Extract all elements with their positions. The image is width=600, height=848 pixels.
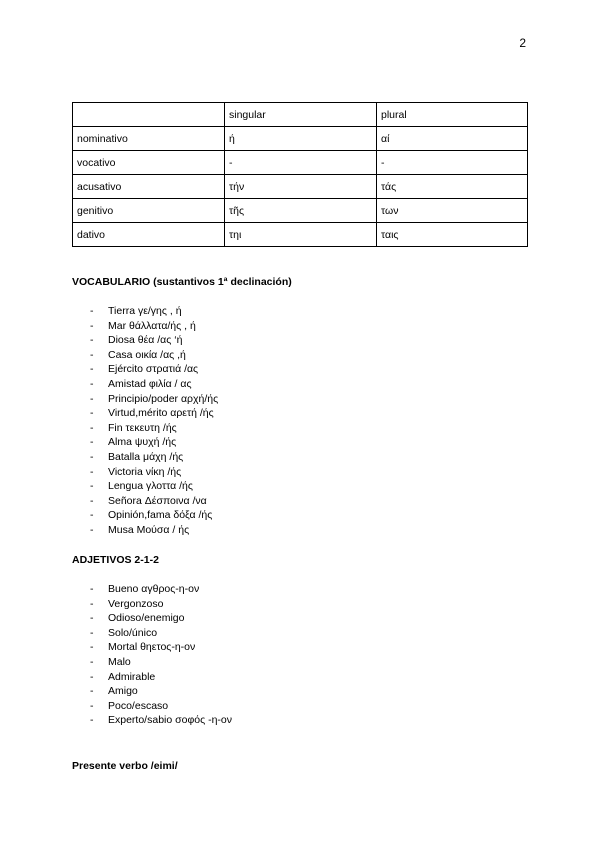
list-dash: - [90, 334, 94, 347]
list-item-text: Amistad φιλία / ας [108, 377, 192, 390]
table-cell: τάς [377, 175, 528, 199]
page-number: 2 [519, 36, 526, 50]
list-dash: - [90, 612, 94, 625]
list-item-text: Odioso/enemigo [108, 612, 185, 625]
list-item [90, 494, 218, 509]
list-item-text: Victoria νίκη /ής [108, 465, 182, 478]
list-item-text: Alma ψυχή /ής [108, 436, 177, 449]
list-dash: - [90, 583, 94, 595]
table-cell: των [377, 199, 528, 223]
list-item-text: Solo/único [108, 626, 158, 639]
table-row [73, 199, 528, 223]
list-item [90, 421, 218, 436]
list-item-text: Opinión,fama δόξα /ής [108, 509, 213, 522]
table-cell: αί [377, 127, 528, 151]
list-dash: - [90, 450, 94, 463]
list-item-text: Musa Μούσα / ής [108, 523, 190, 536]
vocabulario-heading: VOCABULARIO (sustantivos 1ª declinación) [72, 276, 292, 288]
table-row [73, 151, 528, 175]
list-item [90, 670, 232, 685]
table-cell: genitivo [73, 199, 225, 223]
table-cell: - [377, 151, 528, 175]
list-item-text: Señora Δέσποινα /να [108, 494, 207, 507]
list-item-text: Principio/poder αρχή/ής [108, 392, 219, 405]
declension-table [72, 102, 528, 247]
table-cell: nominativo [73, 127, 225, 151]
list-item [90, 523, 218, 538]
list-item-text: Virtud,mérito αρετή /ής [108, 407, 214, 420]
table-cell: acusativo [73, 175, 225, 199]
list-item-text: Mar θάλλατα/ής , ή [108, 319, 196, 332]
list-item [90, 465, 218, 480]
list-item-text: Admirable [108, 670, 156, 683]
list-item [90, 450, 218, 465]
vocabulario-list [90, 304, 218, 538]
list-item [90, 713, 232, 728]
table-cell: - [225, 151, 377, 175]
list-dash: - [90, 494, 94, 507]
list-item [90, 333, 218, 348]
list-dash: - [90, 626, 94, 639]
table-row [73, 127, 528, 151]
list-dash: - [90, 509, 94, 522]
table-cell: ταις [377, 223, 528, 247]
list-item-text: Vergonzoso [108, 597, 164, 610]
list-dash: - [90, 641, 94, 654]
list-dash: - [90, 377, 94, 390]
list-dash: - [90, 305, 94, 317]
list-item [90, 362, 218, 377]
list-item-text: Casa οικία /ας ,ή [108, 348, 186, 361]
list-dash: - [90, 655, 94, 668]
table-cell: τηι [225, 223, 377, 247]
list-item-text: Mortal θηετος-η-ον [108, 641, 196, 654]
list-item-text: Poco/escaso [108, 699, 169, 712]
list-item [90, 655, 232, 670]
list-item-text: Malo [108, 655, 131, 668]
table-header-cell: plural [377, 103, 528, 127]
list-item-text: Amigo [108, 685, 138, 698]
list-item-text: Bueno αγθρος-η-ον [108, 583, 200, 595]
table-row [73, 223, 528, 247]
list-item-text: Fin τεκευτη /ής [108, 421, 177, 434]
list-dash: - [90, 685, 94, 698]
list-item [90, 611, 232, 626]
list-item-text: Batalla μάχη /ής [108, 450, 184, 463]
list-item [90, 640, 232, 655]
table-cell: τῆς [225, 199, 377, 223]
presente-heading: Presente verbo /eimi/ [72, 760, 178, 772]
list-item-text: Lengua γλοττα /ής [108, 480, 193, 493]
table-cell: ή [225, 127, 377, 151]
list-dash: - [90, 597, 94, 610]
adjetivos-list [90, 582, 232, 728]
list-item-text: Tierra γε/γης , ή [108, 305, 182, 317]
list-item [90, 479, 218, 494]
list-item [90, 699, 232, 714]
list-dash: - [90, 714, 94, 727]
list-item [90, 582, 232, 597]
list-dash: - [90, 523, 94, 536]
list-dash: - [90, 670, 94, 683]
list-item-text: Diosa θέα /ας ‘ή [108, 334, 183, 347]
list-item [90, 377, 218, 392]
list-item-text: Experto/sabio σοφός -η-ον [108, 714, 232, 727]
list-dash: - [90, 348, 94, 361]
list-item [90, 348, 218, 363]
list-item [90, 392, 218, 407]
table-cell: dativo [73, 223, 225, 247]
list-item-text: Ejército στρατιά /ας [108, 363, 199, 376]
table-header-cell: singular [225, 103, 377, 127]
adjetivos-heading: ADJETIVOS 2-1-2 [72, 554, 159, 566]
table-header-cell [73, 103, 225, 127]
list-item [90, 406, 218, 421]
list-dash: - [90, 363, 94, 376]
list-dash: - [90, 392, 94, 405]
list-dash: - [90, 480, 94, 493]
table-cell: vocativo [73, 151, 225, 175]
list-item [90, 435, 218, 450]
table-header-row [73, 103, 528, 127]
list-dash: - [90, 699, 94, 712]
list-item [90, 319, 218, 334]
list-dash: - [90, 407, 94, 420]
list-dash: - [90, 319, 94, 332]
list-item [90, 597, 232, 612]
list-item [90, 626, 232, 641]
table-row [73, 175, 528, 199]
list-item [90, 508, 218, 523]
table-cell: τήν [225, 175, 377, 199]
list-dash: - [90, 421, 94, 434]
list-dash: - [90, 436, 94, 449]
list-dash: - [90, 465, 94, 478]
list-item [90, 304, 218, 319]
list-item [90, 684, 232, 699]
